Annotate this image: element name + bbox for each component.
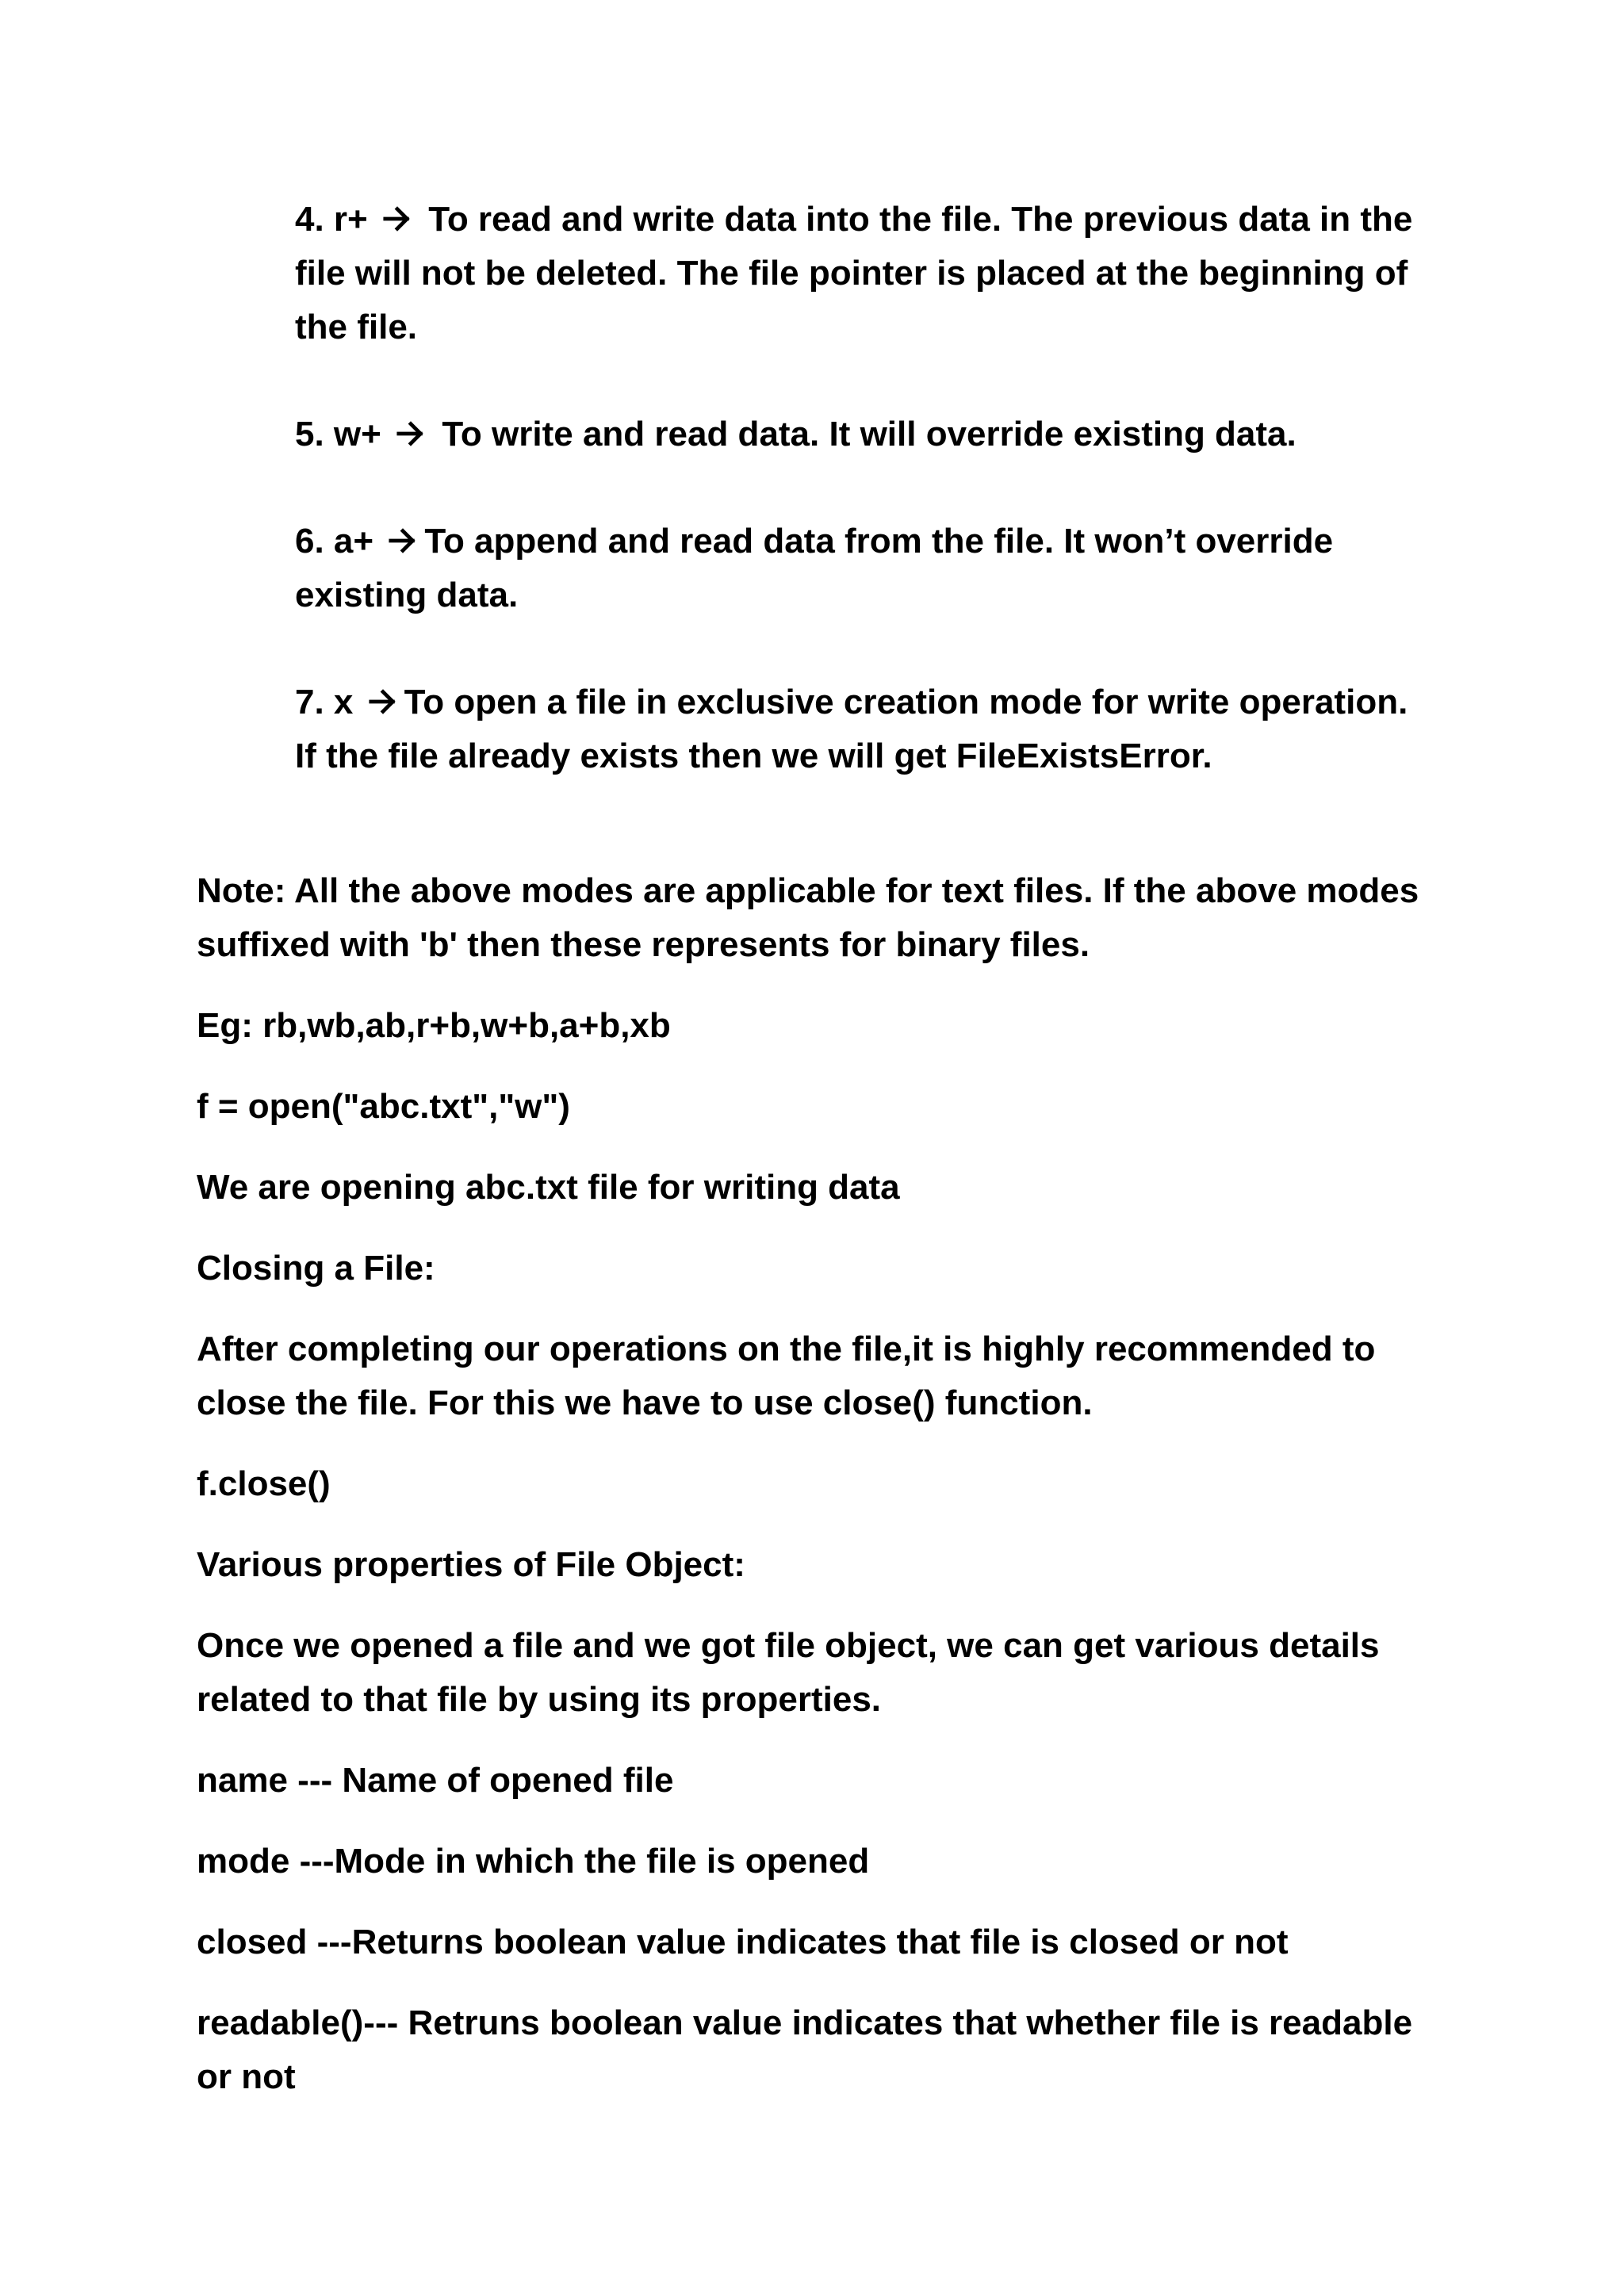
mode-number: 6. a+ <box>295 522 374 561</box>
property-readable: readable()--- Retruns boolean value indicates that whether file is readable or not <box>197 2003 1413 2096</box>
mode-number: 7. x <box>295 683 354 721</box>
note-paragraph: Note: All the above modes are applicable for text files. If the above modes suffixed with 'b' then these represents for binary files. <box>197 871 1419 964</box>
properties-heading: Various properties of File Object: <box>197 1545 745 1584</box>
mode-description: To read and write data into the file. The previous data in the file will not be deleted. The file pointer is placed at the beginning of the file. <box>295 200 1413 346</box>
close-code-line: f.close() <box>197 1464 331 1503</box>
mode-number: 5. w+ <box>295 415 381 453</box>
open-code-line: f = open("abc.txt","w") <box>197 1087 570 1126</box>
example-modes-line: Eg: rb,wb,ab,r+b,w+b,a+b,xb <box>197 1006 671 1045</box>
open-description: We are opening abc.txt file for writing data <box>197 1168 900 1207</box>
closing-description: After completing our operations on the file,it is highly recommended to close the file. For this we have to use close() function. <box>197 1330 1376 1422</box>
mode-number: 4. r+ <box>295 200 368 239</box>
right-arrow-icon <box>388 526 418 556</box>
right-arrow-icon <box>396 419 426 449</box>
mode-description: To append and read data from the file. It won’t override existing data. <box>295 522 1334 614</box>
closing-heading: Closing a File: <box>197 1249 435 1288</box>
property-mode: mode ---Mode in which the file is opened <box>197 1842 870 1881</box>
right-arrow-icon <box>382 204 412 234</box>
mode-item-w-plus <box>295 408 1429 461</box>
property-name: name --- Name of opened file <box>197 1761 674 1800</box>
mode-item-x <box>295 675 1429 783</box>
property-closed: closed ---Returns boolean value indicates that file is closed or not <box>197 1923 1289 1961</box>
body-text <box>197 864 1434 2131</box>
mode-item-r-plus <box>295 193 1429 354</box>
mode-description: To open a file in exclusive creation mode for write operation. If the file already exists then we will get FileExistsError. <box>295 683 1408 775</box>
properties-description: Once we opened a file and we got file object, we can get various details related to that file by using its properties. <box>197 1626 1380 1719</box>
mode-item-a-plus <box>295 515 1429 622</box>
right-arrow-icon <box>368 687 398 717</box>
mode-description: To write and read data. It will override existing data. <box>442 415 1297 453</box>
file-mode-list <box>295 193 1429 783</box>
